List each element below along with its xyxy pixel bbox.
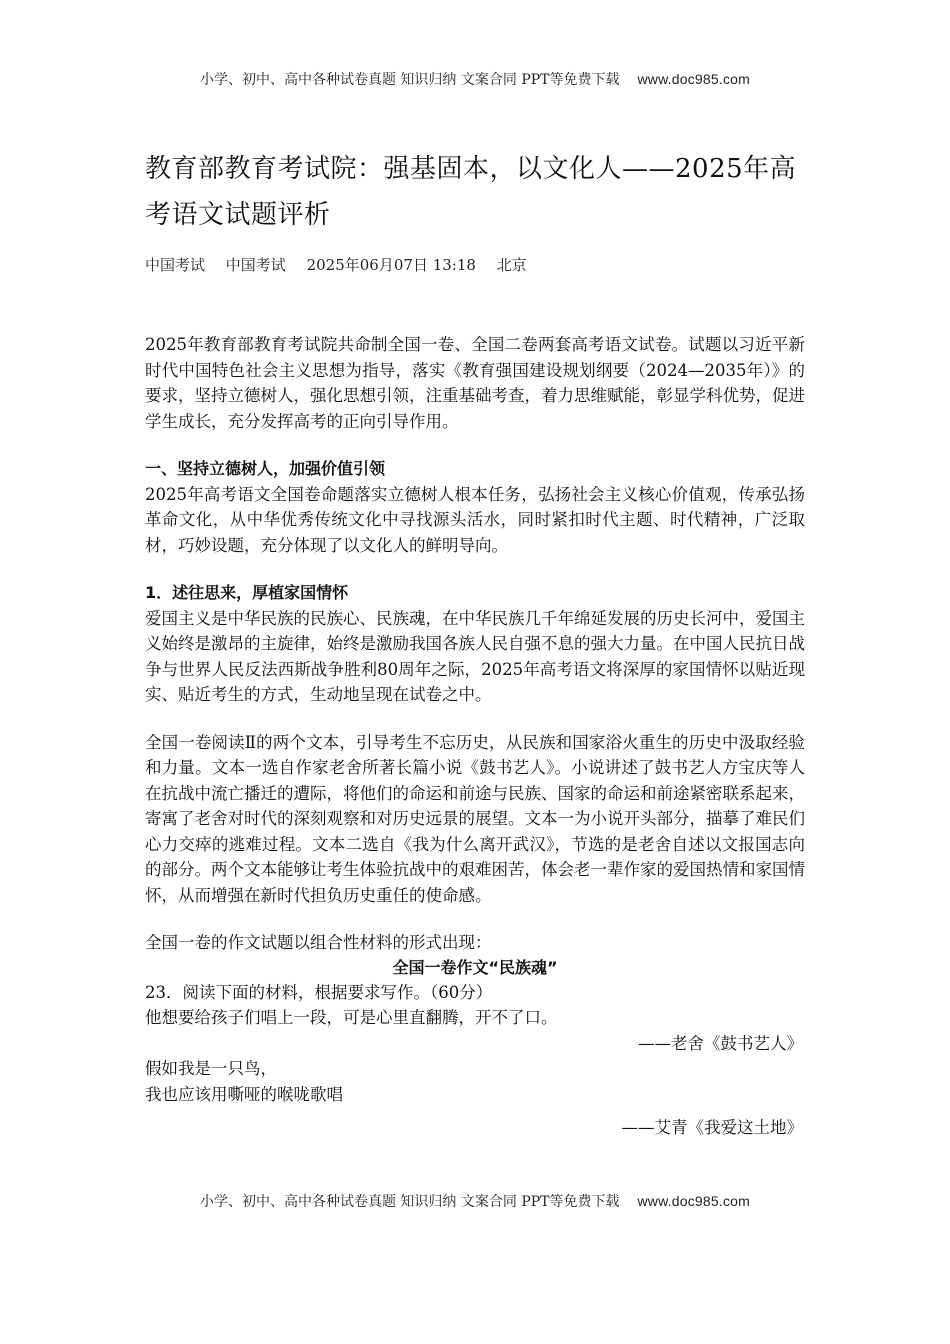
subsection-paragraph-2: 全国一卷阅读Ⅱ的两个文本，引导考生不忘历史，从民族和国家浴火重生的历史中汲取经验和力量。文本一选自作家老舍所著长篇小说《鼓书艺人》。小说讲述了鼓书艺人方宝庆等人在抗战中流亡播迁的遭际，将他们的命运和前途与民族、国家的命运和前途紧密联系起来，寄寓了老舍对时代的深刻观察和对历史远景的展望。文本一为小说开头部分，描摹了难民们心力交瘁的逃难过程。文本二选自《我为什么离开武汉》，节选的是老舍自述以文报国志向的部分。两个文本能够让考生体验抗战中的艰难困苦，体会老一辈作家的爱国热情和家国情怀，从而增强在新时代担负历史重任的使命感。: [145, 732, 805, 905]
footer-url[interactable]: www.doc985.com: [637, 1193, 751, 1209]
meta-source: 中国考试: [145, 256, 206, 274]
meta-source-secondary: 中国考试: [225, 256, 286, 274]
header-url[interactable]: www.doc985.com: [637, 71, 751, 87]
meta-location: 北京: [496, 256, 527, 274]
article-body: [145, 146, 805, 1141]
essay-quote-2-line-1: 假如我是一只鸟，: [145, 1059, 277, 1078]
section-paragraph: 2025年高考语文全国卷命题落实立德树人根本任务，弘扬社会主义核心价值观，传承弘扬革命文化，从中华优秀传统文化中寻找源头活水，同时紧扣时代主题、时代精神，广泛取材，巧妙设题，充分体现了以文化人的鲜明导向。: [145, 484, 805, 555]
essay-quote-1: 他想要给孩子们唱上一段，可是心里直翻腾，开不了口。: [145, 1008, 558, 1027]
intro-paragraph: 2025年教育部教育考试院共命制全国一卷、全国二卷两套高考语文试卷。试题以习近平新时代中国特色社会主义思想为指导，落实《教育强国建设规划纲要（2024—2035年）》的要求，坚持立德树人，强化思想引领，注重基础考查，着力思维赋能，彰显学科优势，促进学生成长，充分发挥高考的正向引导作用。: [145, 335, 805, 431]
essay-prompt: 23．阅读下面的材料，根据要求写作。（60分）: [145, 982, 493, 1002]
article-meta: [145, 254, 805, 276]
essay-title: 全国一卷作文“民族魂”: [392, 957, 558, 977]
essay-quote-2-line-2: 我也应该用嘶哑的喉咙歌唱: [145, 1084, 343, 1104]
subsection-paragraph-3: 全国一卷的作文试题以组合性材料的形式出现：: [145, 933, 492, 952]
page-footer: [0, 1191, 950, 1212]
subsection-paragraph-1: 爱国主义是中华民族的民族心、民族魂，在中华民族几千年绵延发展的历史长河中，爱国主义始终是激昂的主旋律，始终是激励我国各族人民自强不息的强大力量。在中国人民抗日战争与世界人民反法西斯战争胜利80周年之际，2025年高考语文将深厚的家国情怀以贴近现实、贴近考生的方式，生动地呈现在试卷之中。: [145, 608, 805, 704]
meta-datetime: 2025年06月07日 13:18: [306, 256, 476, 274]
footer-text: 小学、初中、高中各种试卷真题 知识归纳 文案合同 PPT等免费下载: [199, 1194, 620, 1210]
article-title: 教育部教育考试院：强基固本，以文化人——2025年高考语文试题评析: [145, 154, 797, 230]
essay-quote-2-attribution: ——艾青《我爱这土地》: [621, 1118, 803, 1137]
header-text: 小学、初中、高中各种试卷真题 知识归纳 文案合同 PPT等免费下载: [199, 72, 620, 88]
section-heading: 一、坚持立德树人，加强价值引领: [145, 459, 386, 478]
essay-quote-1-attribution: ——老舍《鼓书艺人》: [638, 1033, 803, 1053]
subsection-heading: 1．述往思来，厚植家国情怀: [145, 583, 349, 602]
page-header: [0, 69, 950, 90]
